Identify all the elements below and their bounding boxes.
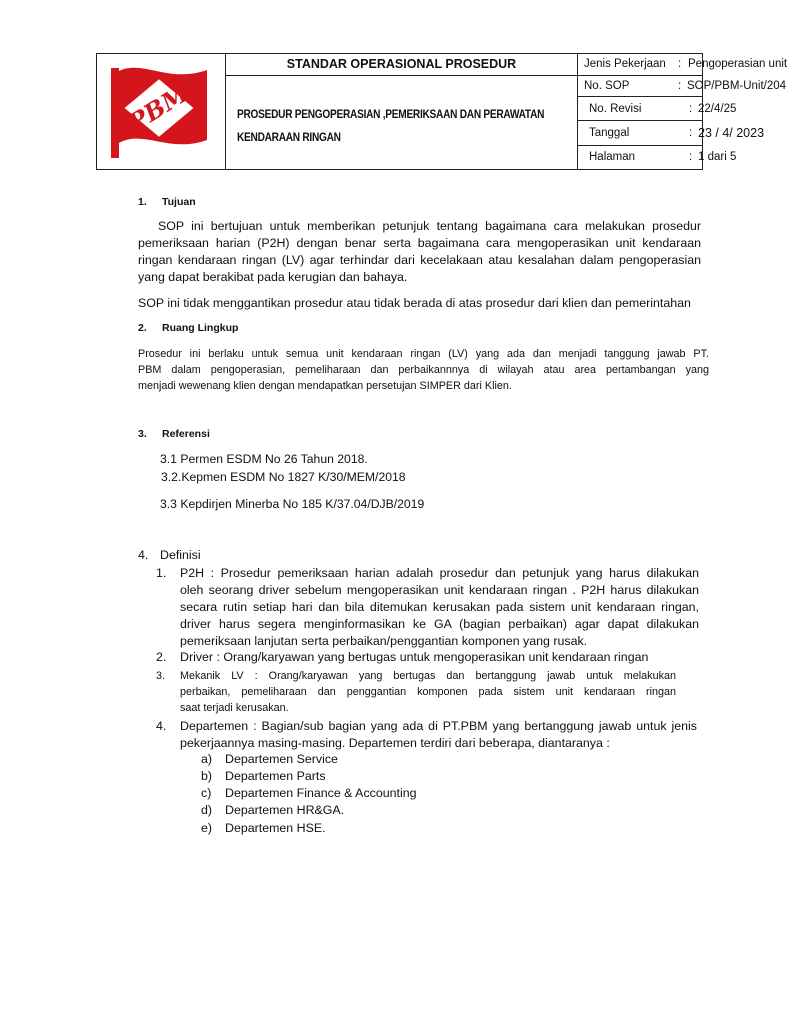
section-number: 2. <box>138 322 147 334</box>
text-line: Prosedur ini berlaku untuk semua unit kendaraan ringan (LV) yang ada dan menjadi tanggung jawab PT. <box>138 348 709 360</box>
departemen-item <box>201 803 345 817</box>
text-line: Departemen : Bagian/sub bagian yang ada di PT.PBM yang bertanggung jawab untuk jenis <box>180 719 697 733</box>
meta-key: No. Revisi <box>589 103 642 115</box>
logo-cell <box>97 54 226 169</box>
item-letter: b) <box>201 769 213 783</box>
procedure-title-line1: PROSEDUR PENGOPERASIAN ,PEMERIKSAAN DAN PERAWATAN <box>237 109 545 121</box>
meta-value: 23 / 4/ 2023 <box>698 126 765 140</box>
meta-colon: : <box>678 80 682 92</box>
sop-standard-title: STANDAR OPERASIONAL PROSEDUR <box>226 54 577 76</box>
meta-value: SOP/PBM-Unit/204 <box>687 80 787 92</box>
text-line: Driver : Orang/karyawan yang bertugas untuk mengoperasikan unit kendaraan ringan <box>180 650 649 664</box>
logo-text: PBM <box>122 78 194 138</box>
text-line: secara rutin setiap hari dan bila ditemukan kerusakan pada sistem unit kendaraan ringan, <box>180 600 699 614</box>
item-letter: a) <box>201 752 213 766</box>
meta-row-halaman <box>578 146 737 169</box>
departemen-item <box>201 821 326 835</box>
meta-key: Tanggal <box>589 127 630 139</box>
item-text: Departemen Service <box>225 752 338 766</box>
text-line: P2H : Prosedur pemeriksaan harian adalah prosedur dan petunjuk yang harus dilakukan <box>180 566 699 580</box>
meta-key: Jenis Pekerjaan <box>584 58 666 70</box>
section-number: 4. <box>138 548 149 562</box>
pbm-logo <box>97 54 224 167</box>
meta-key: Halaman <box>589 151 636 163</box>
item-number: 3. <box>156 670 166 682</box>
departemen-item <box>201 752 338 766</box>
meta-cell <box>578 54 787 169</box>
meta-row-no-sop <box>578 76 787 97</box>
title-cell <box>226 54 578 169</box>
section-label: Tujuan <box>162 196 196 208</box>
meta-colon: : <box>678 58 682 70</box>
item-text: Departemen HR&GA. <box>225 803 345 817</box>
meta-row-jenis <box>578 54 787 76</box>
item-number: 1. <box>156 566 167 580</box>
section-label: Referensi <box>162 428 210 440</box>
section-number: 3. <box>138 428 147 440</box>
tujuan-paragraph-2: SOP ini tidak menggantikan prosedur atau tidak berada di atas prosedur dari klien dan pemerintahan <box>138 296 691 310</box>
procedure-title-line2: KENDARAAN RINGAN <box>237 132 341 144</box>
item-number: 4. <box>156 719 167 733</box>
text-line: yang dapat berakibat pada kerugian dan bahaya. <box>138 270 408 284</box>
definition-item-driver <box>156 649 710 666</box>
item-text: Departemen Finance & Accounting <box>225 786 417 800</box>
departemen-item <box>201 786 417 800</box>
definition-item-p2h <box>156 565 699 650</box>
ruang-lingkup-paragraph <box>138 346 709 394</box>
meta-key: No. SOP <box>584 80 630 92</box>
text-line: ringan kendaraan ringan (LV) agar terhindar dari kecelakaan atau kesalahan dalam pengoperasian <box>138 253 701 267</box>
reference-item: 3.2.Kepmen ESDM No 1827 K/30/MEM/2018 <box>161 470 406 484</box>
section-label: Definisi <box>160 548 201 562</box>
reference-item: 3.3 Kepdirjen Minerba No 185 K/37.04/DJB/2019 <box>160 497 425 511</box>
item-letter: d) <box>201 803 213 817</box>
definition-item-departemen <box>156 718 697 752</box>
text-line: SOP ini bertujuan untuk memberikan petunjuk tentang bagaimana cara melakukan prosedur <box>158 219 701 233</box>
meta-colon: : <box>689 151 693 163</box>
meta-value: 1 dari 5 <box>698 151 737 163</box>
procedure-title <box>237 104 545 150</box>
meta-colon: : <box>689 127 693 139</box>
text-line: saat terjadi kerusakan. <box>180 702 289 714</box>
text-line: menjadi wewenang klien dengan mendapatkan persetujan SIMPER dari Klien. <box>138 380 512 392</box>
text-line: perbaikan, pemeliharaan dan penggantian komponen pada sistem unit kendaraan ringan <box>180 686 676 698</box>
item-number: 2. <box>156 650 167 664</box>
section-number: 1. <box>138 196 147 208</box>
departemen-item <box>201 769 326 783</box>
meta-row-tanggal <box>578 121 765 146</box>
tujuan-paragraph-1 <box>138 218 701 286</box>
text-line: driver harus segera menginformasikan ke GA (bagian perbaikan) agar dapat dilakukan <box>180 617 699 631</box>
text-line: PBM dalam pengoperasian, pemeliharaan dan perbaikannnya di wilayah atau area pertambangan yang <box>138 364 709 376</box>
meta-row-revisi <box>578 97 737 121</box>
text-line: pemeriksaan lanjutan serta perbaikan/penggantian komponen yang rusak. <box>180 634 588 648</box>
reference-item: 3.1 Permen ESDM No 26 Tahun 2018. <box>160 452 368 466</box>
item-letter: e) <box>201 821 213 835</box>
definition-item-mekanik <box>156 668 676 716</box>
meta-value: Pengoperasian unit <box>688 58 787 70</box>
meta-value: 22/4/25 <box>698 103 737 115</box>
item-text: Departemen HSE. <box>225 821 326 835</box>
item-text: Departemen Parts <box>225 769 326 783</box>
text-line: Mekanik LV : Orang/karyawan yang bertugas dan bertanggung jawab untuk melakukan <box>180 670 676 682</box>
meta-colon: : <box>689 103 693 115</box>
text-line: oleh seorang driver sebelum mengoperasikan unit kendaraan ringan . P2H harus dilakukan <box>180 583 699 597</box>
text-line: pekerjaannya masing-masing. Departemen terdiri dari beberapa, diantaranya : <box>180 736 610 750</box>
text-line: pemeriksaan harian (P2H) dengan benar serta bagaimana cara mengoperasikan unit kendaraan <box>138 236 701 250</box>
section-label: Ruang Lingkup <box>162 322 239 334</box>
document-header-table <box>96 53 787 170</box>
item-letter: c) <box>201 786 212 800</box>
